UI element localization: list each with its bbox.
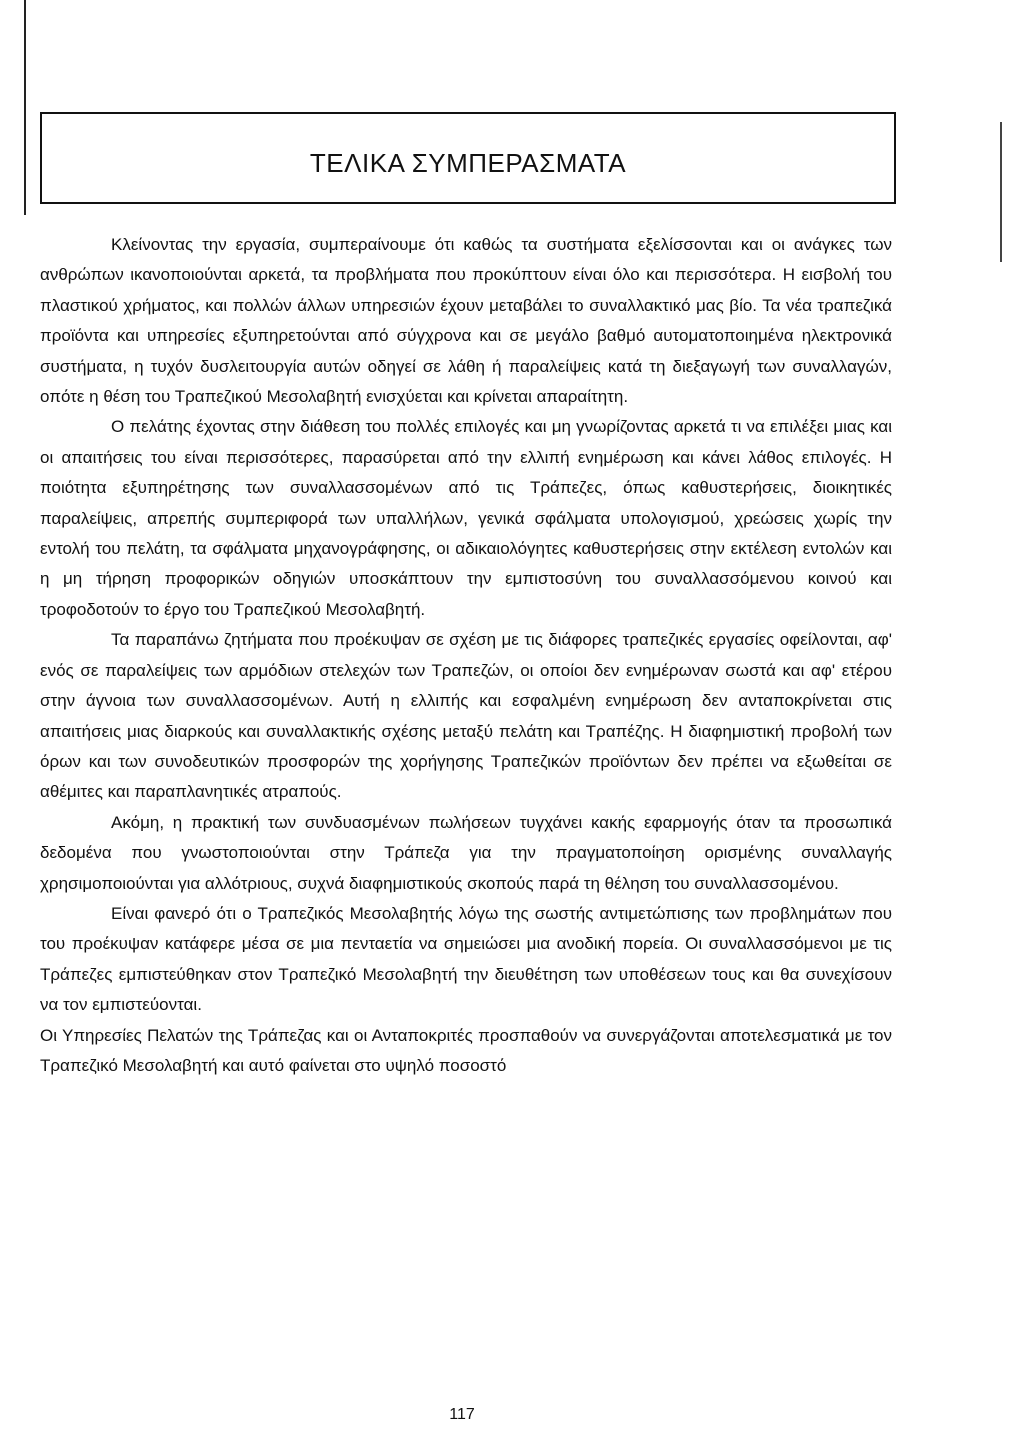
paragraph-2: Ο πελάτης έχοντας στην διάθεση του πολλές επιλογές και μη γνωρίζοντας αρκετά τι να επιλέξει μιας και οι απαιτήσεις του είναι περισσότερες, παρασύρεται από την ελλιπή ενημέρωση και κάνει λάθος επιλογές. Η ποιότητα εξυπηρέτησης των συναλλασσομένων από τις Τράπεζες, όπως καθυστερήσεις, διοικητικές παραλείψεις, απρεπής συμπεριφορά των υπαλλήλων, γενικά σφάλματα υπολογισμού, χρεώσεις χωρίς την εντολή του πελάτη, τα σφάλματα μηχανογράφησης, οι αδικαιολόγητες καθυστερήσεις στην εκτέλεση εντολών και η μη τήρηση προφορικών οδηγιών υποσκάπτουν την εμπιστοσύνη του συναλλασσόμενου κοινού και τροφοδοτούν το έργο του Τραπεζικού Μεσολαβητή. xyxy=(40,417,892,619)
title-box xyxy=(40,112,896,204)
page-title: ΤΕΛΙΚΑ ΣΥΜΠΕΡΑΣΜΑΤΑ xyxy=(309,148,627,178)
paragraph-4: Ακόμη, η πρακτική των συνδυασμένων πωλήσεων τυγχάνει κακής εφαρμογής όταν τα προσωπικά δεδομένα που γνωστοποιούνται στην Τράπεζα για την πραγματοποίηση ορισμένης συναλλαγής χρησιμοποιούνται για αλλότριους, συχνά διαφημιστικούς σκοπούς παρά τη θέληση του συναλλασσομένου. xyxy=(40,812,892,893)
page-number: 117 xyxy=(449,1406,475,1423)
document-body xyxy=(40,230,892,1081)
paragraph-3: Τα παραπάνω ζητήματα που προέκυψαν σε σχέση με τις διάφορες τραπεζικές εργασίες οφείλονται, αφ' ενός σε παραλείψεις των αρμόδιων στελεχών των Τραπεζών, οι οποίοι δεν ενημέρωναν σωστά και αφ' ετέρου στην άγνοια των συναλλασσομένων. Αυτή η ελλιπής και εσφαλμένη ενημέρωση δεν ανταποκρίνεται στις απαιτήσεις μιας διαρκούς και συναλλακτικής σχέσης μεταξύ πελάτη και Τραπέζης. Η διαφημιστική προβολή των όρων και των συνοδευτικών προσφορών της χορήγησης Τραπεζικών προϊόντων δεν πρέπει να εξωθείται σε αθέμιτες και παραπλανητικές ατραπούς. xyxy=(40,630,892,802)
scan-edge-line-right xyxy=(1000,122,1002,262)
paragraph-5: Είναι φανερό ότι ο Τραπεζικός Μεσολαβητής λόγω της σωστής αντιμετώπισης των προβλημάτων που του προέκυψαν κατάφερε μέσα σε μια πενταετία να σημειώσει μια ανοδική πορεία. Οι συναλλασσόμενοι με τις Τράπεζες εμπιστεύθηκαν στον Τραπεζικό Μεσολαβητή την διευθέτηση των υποθέσεων τους και θα συνεχίσουν να τον εμπιστεύονται. xyxy=(40,903,892,1015)
paragraph-1: Κλείνοντας την εργασία, συμπεραίνουμε ότι καθώς τα συστήματα εξελίσσονται και οι ανάγκες των ανθρώπων ικανοποιούνται αρκετά, τα προβλήματα που προκύπτουν είναι όλο και περισσότερα. Η εισβολή του πλαστικού χρήματος, και πολλών άλλων υπηρεσιών έχουν μεταβάλει το συναλλακτικό μας βίο. Τα νέα τραπεζικά προϊόντα και υπηρεσίες εξυπηρετούνται από σύγχρονα και σε μεγάλο βαθμό αυτοματοποιημένα ηλεκτρονικά συστήματα, η τυχόν δυσλειτουργία αυτών οδηγεί σε λάθη ή παραλείψεις κατά τη διεξαγωγή των συναλλαγών, οπότε η θέση του Τραπεζικού Μεσολαβητή ενισχύεται και κρίνεται απαραίτητη. xyxy=(40,235,892,407)
scan-edge-line-left xyxy=(24,0,26,215)
paragraph-6: Οι Υπηρεσίες Πελατών της Τράπεζας και οι Ανταποκριτές προσπαθούν να συνεργάζονται αποτελεσματικά με τον Τραπεζικό Μεσολαβητή και αυτό φαίνεται στο υψηλό ποσοστό xyxy=(40,1025,892,1075)
